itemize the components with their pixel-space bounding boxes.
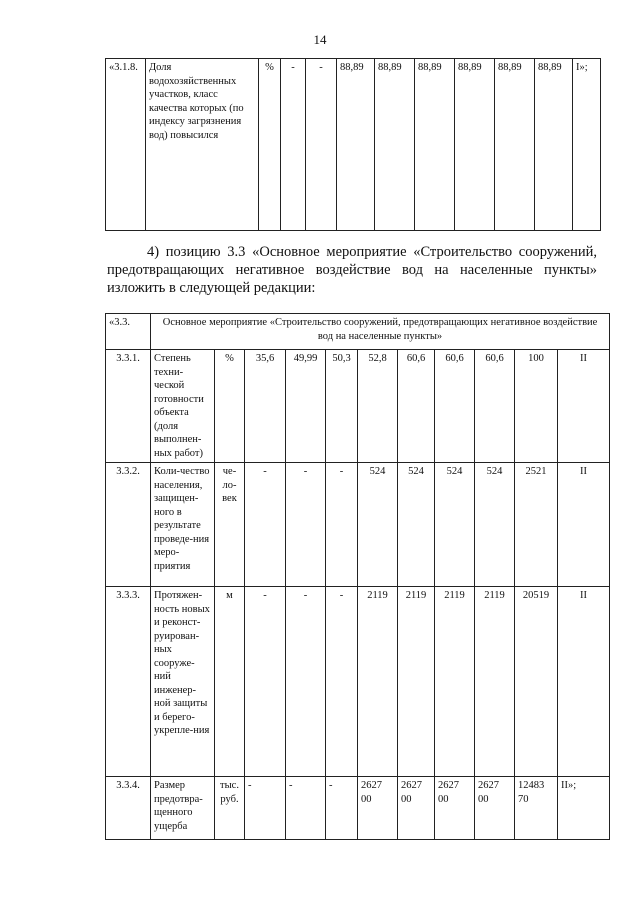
row-code: 3.3.2. (106, 463, 151, 587)
row-name: Протяжен-ность новых и реконст-руирован-ных сооруже-ний инженер-ной защиты и берего-укрепле-ния (151, 587, 215, 777)
row-tail: II (558, 350, 610, 463)
value-cell: 88,89 (375, 59, 415, 231)
value-cell: 2521 (515, 463, 558, 587)
value-cell: - (245, 463, 286, 587)
value-cell: 12483 70 (515, 777, 558, 840)
paragraph-line: предотвращающих негативное воздействие вод на населенные пункты» (107, 262, 597, 278)
value-cell: - (245, 777, 286, 840)
row-code: 3.3.1. (106, 350, 151, 463)
row-name: Доля водохозяйственных участков, класс качества которых (по индексу загрязнения вод) повысился (146, 59, 259, 231)
table-header-row (106, 314, 610, 350)
table-row (106, 777, 610, 840)
row-code: 3.3.3. (106, 587, 151, 777)
value-cell: 60,6 (435, 350, 475, 463)
table-row (106, 463, 610, 587)
value-cell: 524 (358, 463, 398, 587)
row-unit: % (259, 59, 281, 231)
row-name: Степень техни-ческой готовности объекта (доля выполнен-ных работ) (151, 350, 215, 463)
value-cell: 100 (515, 350, 558, 463)
value-cell: 2119 (358, 587, 398, 777)
value-cell: 52,8 (358, 350, 398, 463)
paragraph-line: изложить в следующей редакции: (107, 280, 316, 296)
row-name: Размер предотвра-щенного ущерба (151, 777, 215, 840)
value-cell: 88,89 (495, 59, 535, 231)
header-title: Основное мероприятие «Строительство сооружений, предотвращающих негативное воздействие вод на населенные пункты» (151, 314, 610, 350)
value-cell: 35,6 (245, 350, 286, 463)
value-cell: 524 (398, 463, 435, 587)
value-cell: 524 (435, 463, 475, 587)
row-name: Коли-чество населения, защищен-ного в результате проведе-ния меро-приятия (151, 463, 215, 587)
value-cell: 2627 00 (475, 777, 515, 840)
row-code: «3.1.8. (106, 59, 146, 231)
value-cell: 524 (475, 463, 515, 587)
value-cell: 2119 (475, 587, 515, 777)
value-cell: - (245, 587, 286, 777)
value-cell: - (326, 587, 358, 777)
value-cell: 60,6 (398, 350, 435, 463)
value-cell: 88,89 (415, 59, 455, 231)
value-cell: - (286, 587, 326, 777)
value-cell: 49,99 (286, 350, 326, 463)
paragraph-line: 4) позицию 3.3 «Основное мероприятие «Строительство сооружений, (147, 244, 597, 260)
amendment-paragraph (107, 243, 597, 297)
page-number: 14 (313, 32, 327, 47)
row-tail: I»; (573, 59, 601, 231)
value-cell: - (286, 777, 326, 840)
value-cell: 50,3 (326, 350, 358, 463)
value-cell: 88,89 (337, 59, 375, 231)
value-cell: 20519 (515, 587, 558, 777)
value-cell: 60,6 (475, 350, 515, 463)
value-cell: 88,89 (455, 59, 495, 231)
value-cell: 2627 00 (435, 777, 475, 840)
row-tail: II»; (558, 777, 610, 840)
row-code: 3.3.4. (106, 777, 151, 840)
header-code: «3.3. (106, 314, 151, 350)
table-row (106, 587, 610, 777)
value-cell: - (326, 777, 358, 840)
value-cell: - (326, 463, 358, 587)
row-unit: че-ло-век (215, 463, 245, 587)
value-cell: 2627 00 (358, 777, 398, 840)
indicator-table-top (105, 58, 601, 231)
row-unit: м (215, 587, 245, 777)
row-unit: % (215, 350, 245, 463)
table-row (106, 59, 601, 231)
value-cell: - (286, 463, 326, 587)
indicator-table-measure-3-3 (105, 313, 610, 840)
value-cell: - (281, 59, 306, 231)
value-cell: - (306, 59, 337, 231)
value-cell: 2627 00 (398, 777, 435, 840)
value-cell: 2119 (398, 587, 435, 777)
value-cell: 88,89 (535, 59, 573, 231)
row-tail: II (558, 463, 610, 587)
row-tail: II (558, 587, 610, 777)
row-unit: тыс. руб. (215, 777, 245, 840)
value-cell: 2119 (435, 587, 475, 777)
table-row (106, 350, 610, 463)
